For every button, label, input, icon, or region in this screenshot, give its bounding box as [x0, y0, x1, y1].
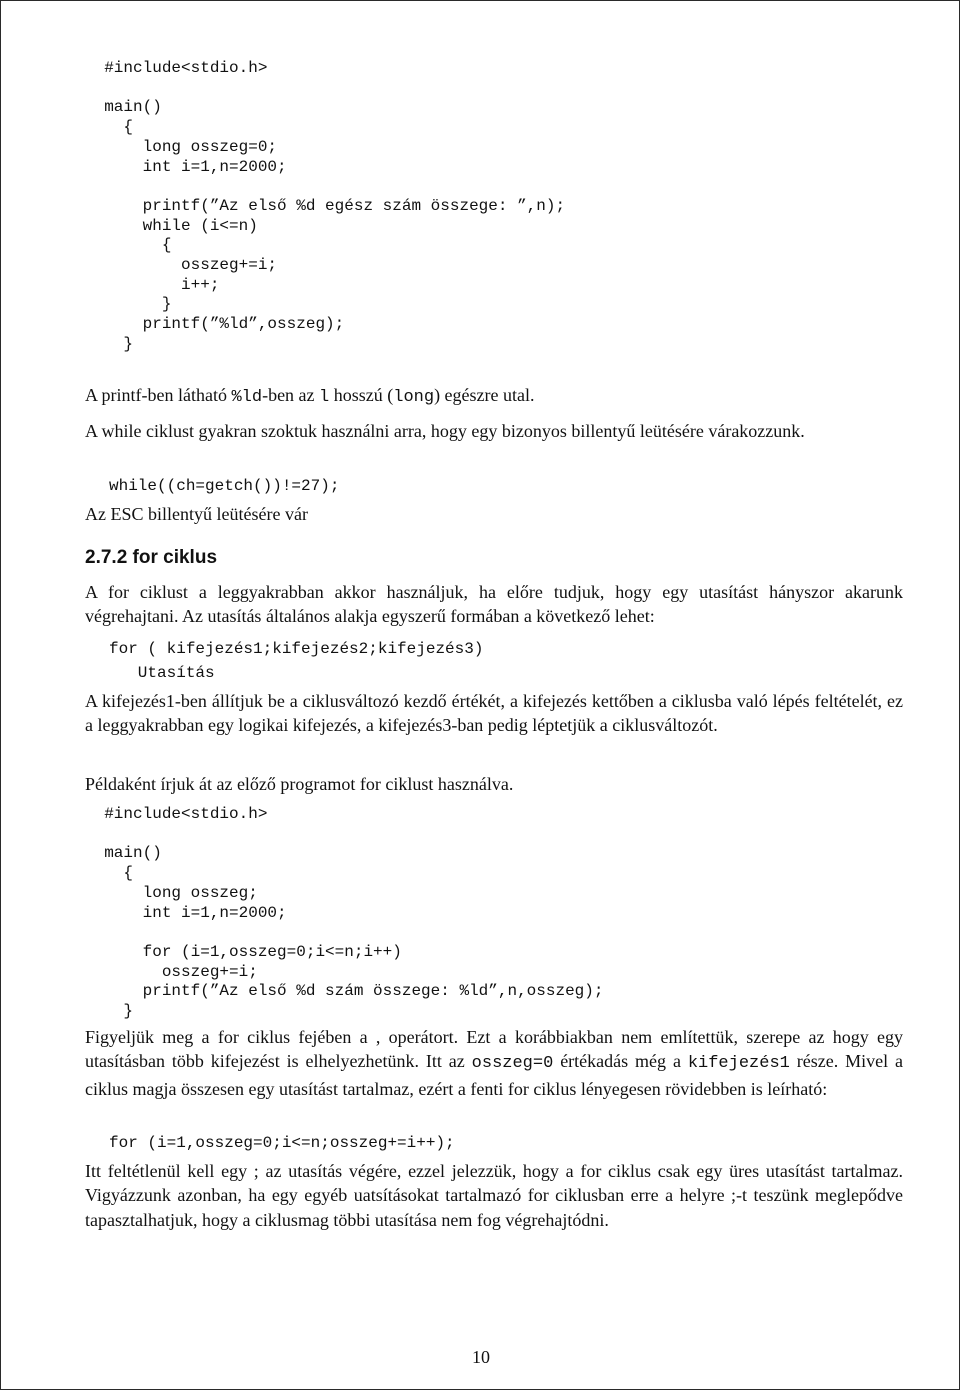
code-line: int i=1,n=2000; — [85, 157, 287, 176]
code-block-for-example — [85, 805, 603, 1022]
code-line: for (i=1,osszeg=0;i<=n;i++) — [85, 942, 402, 961]
code-line: i++; — [85, 275, 220, 294]
code-line: printf(”%ld”,osszeg); — [85, 315, 345, 334]
inline-code: osszeg=0 — [471, 1054, 554, 1074]
inline-code: %ld — [231, 388, 263, 407]
code-line: while (i<=n) — [85, 216, 258, 235]
paragraph-esc-wait: Az ESC billentyű leütésére vár — [85, 504, 308, 524]
code-line: long osszeg; — [85, 883, 258, 902]
code-line: osszeg+=i; — [85, 256, 278, 275]
code-getch-loop: while((ch=getch())!=27); — [109, 477, 340, 495]
code-line: { — [85, 864, 134, 883]
code-line: int i=1,n=2000; — [85, 903, 287, 922]
code-line: } — [85, 334, 134, 353]
code-line: main() — [85, 844, 162, 863]
page-number: 10 — [472, 1347, 490, 1367]
code-line: Utasítás — [109, 664, 215, 682]
code-line: } — [85, 295, 172, 314]
paragraph-comma-operator: Figyeljük meg a for ciklus fejében a , operátort. Ezt a korábbiakban nem említettük, szerepe az hogy egy utasításban több kifejezést is elhelyezhetünk. Itt az osszeg=0 értékadás még a kifejezés1 része. Mivel a ciklus magja összesen egy utasítást tartalmaz, ezért a fenti for ciklus lényegesen rövidebben is leírható: — [85, 1027, 904, 1099]
paragraph-for-explanation: A kifejezés1-ben állítjuk be a ciklusváltozó kezdő értékét, a kifejezés kettőben a ciklusba való lépés feltételét, ez a leggyakrabban egy logikai kifejezés, a kifejezés3-ban pedig léptetjük a ciklusváltozót. — [85, 691, 903, 736]
code-line: main() — [85, 98, 162, 117]
code-line: printf(”Az első %d egész szám összege: ”,n); — [85, 196, 566, 215]
code-block-while-example — [85, 59, 565, 355]
code-line: for ( kifejezés1;kifejezés2;kifejezés3) — [109, 640, 484, 658]
code-line: osszeg+=i; — [85, 962, 258, 981]
code-line: printf(”Az első %d szám összege: %ld”,n,osszeg); — [85, 982, 604, 1001]
code-line: long osszeg=0; — [85, 137, 278, 156]
inline-code: kifejezés1 — [687, 1054, 790, 1074]
code-line: #include<stdio.h> — [85, 59, 268, 77]
code-for-syntax — [109, 637, 483, 685]
code-line: { — [85, 236, 172, 255]
paragraph-semicolon-warning: Itt feltétlenül kell egy ; az utasítás végére, ezzel jelezzük, hogy a for ciklus csak egy üres utasítást tartalmaz. Vigyázzunk azonban, ha egy egyéb uatsításokat tartalmazó for ciklusban erre a helyre ;-t teszünk meglepődve tapasztalhatjuk, hogy a ciklusmag többi utasítása nem fog végrehajtódni. — [85, 1161, 903, 1230]
paragraph-for-intro: A for ciklust a leggyakrabban akkor használjuk, ha előre tudjuk, hogy egy utasítást hányszor akarunk végrehajtani. Az utasítás általános alakja egyszerű formában a következő lehet: — [85, 582, 903, 627]
code-line: #include<stdio.h> — [85, 805, 268, 823]
section-heading: 2.7.2 for ciklus — [85, 547, 218, 568]
inline-code: long — [393, 388, 435, 407]
code-line: { — [85, 118, 134, 137]
paragraph-ld-format: A printf-ben látható %ld-ben az l hosszú (long) egészre utal. — [85, 385, 535, 407]
code-compact-for: for (i=1,osszeg=0;i<=n;osszeg+=i++); — [109, 1134, 455, 1152]
inline-code: l — [319, 388, 330, 407]
code-line: } — [85, 1002, 134, 1021]
paragraph-while-usage: A while ciklust gyakran szoktuk használni arra, hogy egy bizonyos billentyű leütésére várakozzunk. — [85, 421, 805, 441]
paragraph-example-intro: Példaként írjuk át az előző programot for ciklust használva. — [85, 774, 514, 794]
